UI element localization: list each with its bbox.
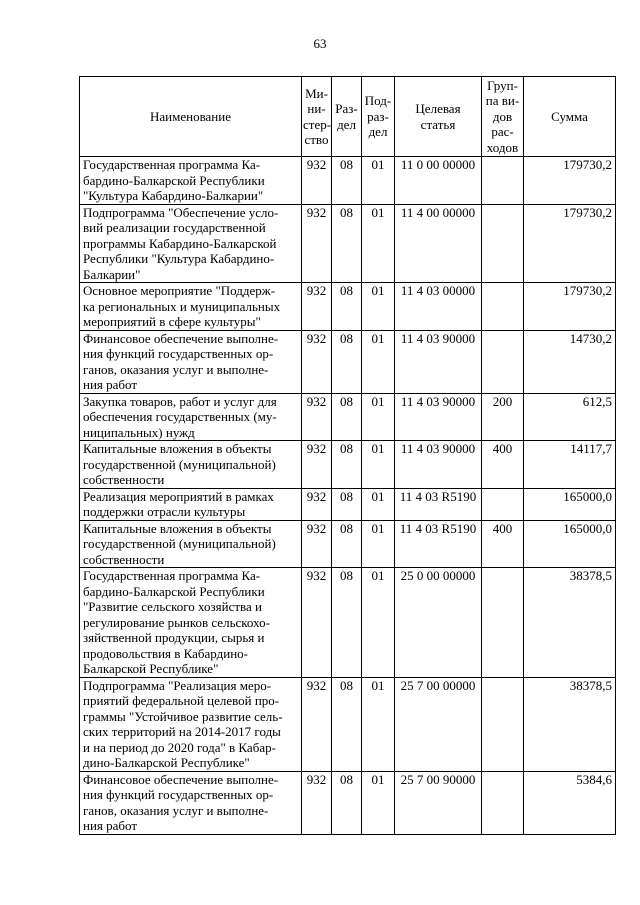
cell-target: 11 4 03 00000 (395, 283, 482, 331)
cell-expense-group (482, 677, 524, 771)
cell-sum: 179730,2 (524, 157, 616, 205)
cell-ministry: 932 (302, 771, 332, 834)
cell-sum: 179730,2 (524, 283, 616, 331)
cell-subsection: 01 (362, 393, 395, 441)
table-row (80, 488, 616, 520)
cell-section: 08 (332, 488, 362, 520)
cell-section: 08 (332, 393, 362, 441)
cell-ministry: 932 (302, 393, 332, 441)
cell-section: 08 (332, 330, 362, 393)
table-row (80, 677, 616, 771)
cell-subsection: 01 (362, 488, 395, 520)
table-header-row (80, 77, 616, 157)
cell-ministry: 932 (302, 283, 332, 331)
cell-expense-group (482, 568, 524, 678)
cell-ministry: 932 (302, 441, 332, 489)
header-name-text: Наименование (150, 108, 231, 124)
header-subsection-text: Под- раз- дел (364, 93, 392, 140)
cell-expense-group (482, 157, 524, 205)
cell-subsection: 01 (362, 568, 395, 678)
table-row (80, 283, 616, 331)
cell-target: 11 4 03 90000 (395, 393, 482, 441)
cell-ministry: 932 (302, 330, 332, 393)
cell-sum: 165000,0 (524, 488, 616, 520)
cell-section: 08 (332, 520, 362, 568)
cell-section: 08 (332, 283, 362, 331)
cell-section: 08 (332, 771, 362, 834)
cell-name: Основное мероприятие "Поддерж- ка региональных и муниципальных мероприятий в сфере культуры" (80, 283, 302, 331)
cell-target: 11 4 00 00000 (395, 204, 482, 283)
cell-section: 08 (332, 677, 362, 771)
cell-name: Реализация мероприятий в рамках поддержки отрасли культуры (80, 488, 302, 520)
cell-expense-group: 400 (482, 441, 524, 489)
cell-expense-group (482, 283, 524, 331)
cell-name: Подпрограмма "Реализация меро- приятий федеральной целевой про- граммы "Устойчивое развитие сель- ских территорий на 2014-2017 годы и на период до 2020 года" в Кабар- дино-Балкарской Республике" (80, 677, 302, 771)
cell-ministry: 932 (302, 520, 332, 568)
header-target (395, 77, 482, 157)
header-sum-text: Сумма (551, 108, 588, 124)
cell-name: Финансовое обеспечение выполне- ния функций государственных ор- ганов, оказания услуг и выполне- ния работ (80, 330, 302, 393)
header-sum (524, 77, 616, 157)
cell-expense-group: 200 (482, 393, 524, 441)
cell-ministry: 932 (302, 677, 332, 771)
cell-expense-group (482, 204, 524, 283)
cell-subsection: 01 (362, 520, 395, 568)
header-section (332, 77, 362, 157)
cell-name: Капитальные вложения в объекты государственной (муниципальной) собственности (80, 441, 302, 489)
cell-target: 11 4 03 90000 (395, 441, 482, 489)
cell-sum: 14730,2 (524, 330, 616, 393)
cell-ministry: 932 (302, 568, 332, 678)
table-row (80, 330, 616, 393)
table-row (80, 393, 616, 441)
cell-section: 08 (332, 204, 362, 283)
page-number: 63 (313, 36, 327, 51)
cell-expense-group (482, 771, 524, 834)
cell-name: Финансовое обеспечение выполне- ния функций государственных ор- ганов, оказания услуг и выполне- ния работ (80, 771, 302, 834)
cell-sum: 612,5 (524, 393, 616, 441)
cell-sum: 38378,5 (524, 568, 616, 678)
table-row (80, 771, 616, 834)
cell-target: 25 7 00 00000 (395, 677, 482, 771)
table-row (80, 441, 616, 489)
cell-sum: 165000,0 (524, 520, 616, 568)
cell-subsection: 01 (362, 204, 395, 283)
cell-sum: 14117,7 (524, 441, 616, 489)
header-ministry (302, 77, 332, 157)
cell-target: 11 4 03 R5190 (395, 520, 482, 568)
table-row (80, 520, 616, 568)
cell-target: 25 0 00 00000 (395, 568, 482, 678)
cell-expense-group (482, 330, 524, 393)
header-subsection (362, 77, 395, 157)
table-row (80, 568, 616, 678)
cell-name: Закупка товаров, работ и услуг для обеспечения государственных (му- ниципальных) нужд (80, 393, 302, 441)
budget-table (79, 76, 616, 835)
cell-ministry: 932 (302, 157, 332, 205)
cell-name: Государственная программа Ка- бардино-Балкарской Республики "Культура Кабардино-Балкарии" (80, 157, 302, 205)
cell-subsection: 01 (362, 677, 395, 771)
cell-section: 08 (332, 157, 362, 205)
cell-sum: 5384,6 (524, 771, 616, 834)
header-target-text: Целевая статья (415, 101, 461, 132)
cell-subsection: 01 (362, 330, 395, 393)
header-ministry-text: Ми- ни- стер- ство (303, 85, 332, 147)
cell-name: Государственная программа Ка- бардино-Балкарской Республики "Развитие сельского хозяйства и регулирование рынков сельскохо- зяйственной продукции, сырья и продовольствия в Кабардино- Балкарской Республике" (80, 568, 302, 678)
cell-target: 11 0 00 00000 (395, 157, 482, 205)
cell-section: 08 (332, 441, 362, 489)
cell-subsection: 01 (362, 157, 395, 205)
cell-ministry: 932 (302, 204, 332, 283)
header-section-text: Раз- дел (335, 101, 358, 132)
table-row (80, 157, 616, 205)
header-expense-group (482, 77, 524, 157)
cell-target: 11 4 03 90000 (395, 330, 482, 393)
cell-name: Подпрограмма "Обеспечение усло- вий реализации государственной программы Кабардино-Балкарской Республики "Культура Кабардино- Балкарии" (80, 204, 302, 283)
header-name (80, 77, 302, 157)
cell-ministry: 932 (302, 488, 332, 520)
cell-target: 25 7 00 90000 (395, 771, 482, 834)
cell-sum: 179730,2 (524, 204, 616, 283)
cell-subsection: 01 (362, 283, 395, 331)
cell-subsection: 01 (362, 771, 395, 834)
cell-target: 11 4 03 R5190 (395, 488, 482, 520)
cell-subsection: 01 (362, 441, 395, 489)
cell-expense-group: 400 (482, 520, 524, 568)
header-expense-group-text: Груп- па ви- дов рас- ходов (485, 77, 520, 155)
cell-section: 08 (332, 568, 362, 678)
cell-expense-group (482, 488, 524, 520)
cell-sum: 38378,5 (524, 677, 616, 771)
cell-name: Капитальные вложения в объекты государственной (муниципальной) собственности (80, 520, 302, 568)
table-row (80, 204, 616, 283)
